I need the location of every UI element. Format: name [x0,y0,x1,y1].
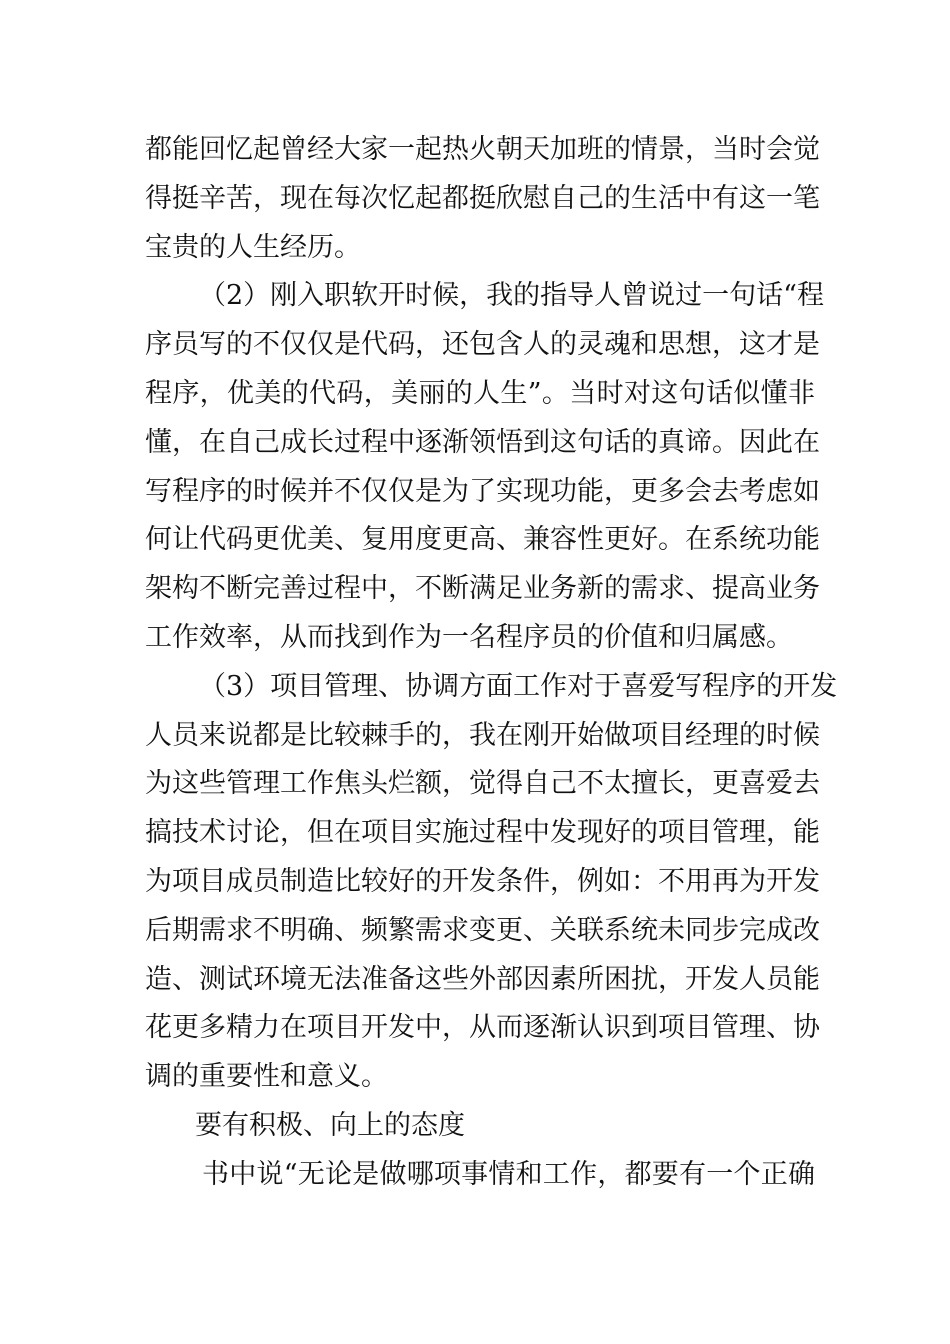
text-line: 调的重要性和意义。 [145,1061,388,1093]
text-line: 程序，优美的代码，美丽的人生”。当时对这句话似懂非 [145,377,815,409]
text-line: 后期需求不明确、频繁需求变更、关联系统未同步完成改 [145,914,820,946]
text-line: 宝贵的人生经历。 [145,231,361,263]
text-line: 搞技术讨论，但在项目实施过程中发现好的项目管理，能 [145,817,820,849]
section-heading: 要有积极、向上的态度 [195,1109,465,1141]
text-line: 花更多精力在项目开发中，从而逐渐认识到项目管理、协 [145,1012,820,1044]
text-line: 都能回忆起曾经大家一起热火朝天加班的情景，当时会觉 [145,134,820,165]
text-line: 工作效率，从而找到作为一名程序员的价值和归属感。 [145,621,793,653]
paragraph-2-first-line: （2）刚入职软开时候，我的指导人曾说过一句话“程 [199,280,824,312]
text-line: 写程序的时候并不仅仅是为了实现功能，更多会去考虑如 [145,475,820,507]
text-line: 人员来说都是比较棘手的，我在刚开始做项目经理的时候 [145,719,820,751]
paragraph-4-first-line: 书中说“无论是做哪项事情和工作，都要有一个正确 [202,1158,815,1190]
text-line: 造、测试环境无法准备这些外部因素所困扰，开发人员能 [145,963,820,995]
paragraph-3-first-line: （3）项目管理、协调方面工作对于喜爱写程序的开发 [199,670,838,702]
text-line: 何让代码更优美、复用度更高、兼容性更好。在系统功能 [145,524,820,556]
text-line: 懂，在自己成长过程中逐渐领悟到这句话的真谛。因此在 [145,426,820,458]
text-line: 为项目成员制造比较好的开发条件，例如：不用再为开发 [145,865,820,897]
text-line: 为这些管理工作焦头烂额，觉得自己不太擅长，更喜爱去 [145,768,820,800]
document-body [145,126,838,1200]
text-line: 得挺辛苦，现在每次忆起都挺欣慰自己的生活中有这一笔 [145,182,820,214]
text-line: 序员写的不仅仅是代码，还包含人的灵魂和思想，这才是 [145,329,820,361]
text-line: 架构不断完善过程中，不断满足业务新的需求、提高业务 [145,573,820,605]
